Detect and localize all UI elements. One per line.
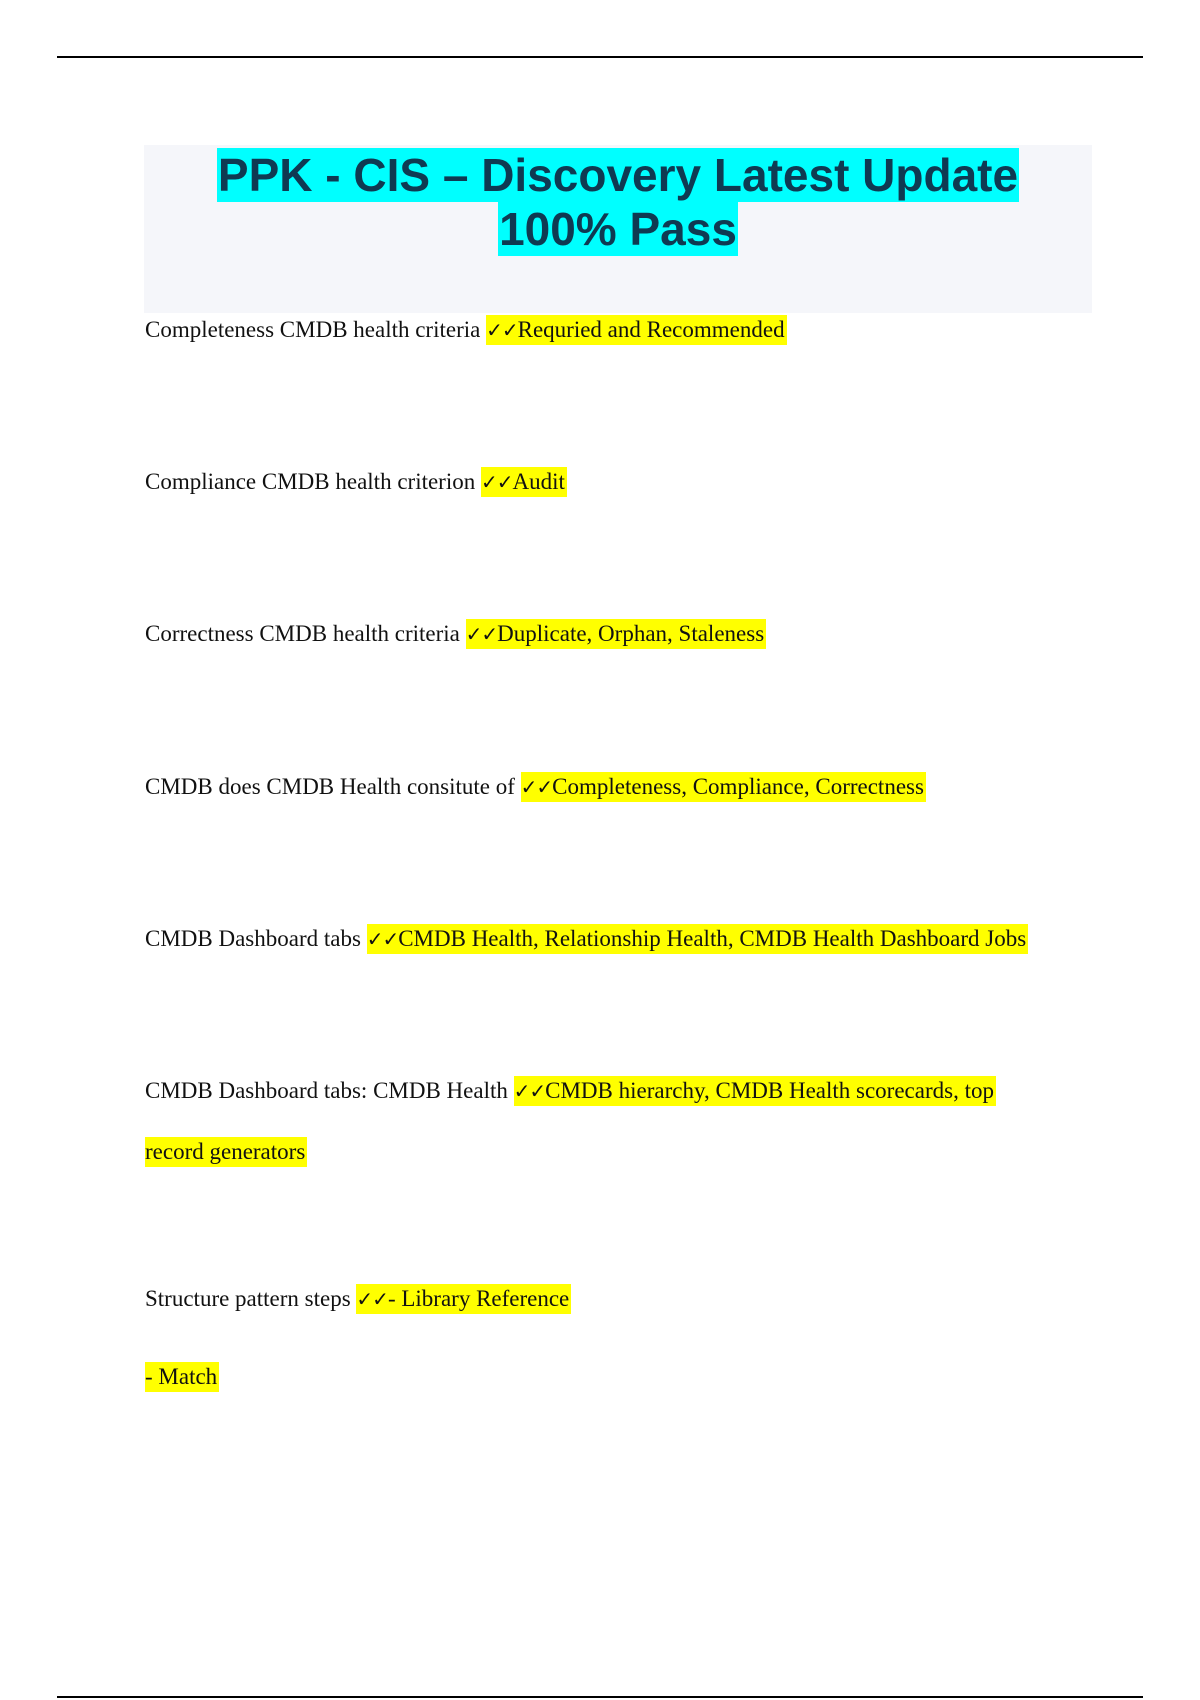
answer-text: Requried and Recommended: [517, 317, 785, 342]
double-check-icon: ✓✓: [366, 927, 399, 951]
double-check-icon: ✓✓: [356, 1287, 388, 1311]
qa-item-cmdb-health: [145, 772, 926, 802]
answer-continuation: record generators: [145, 1137, 307, 1167]
question-text: CMDB Dashboard tabs: CMDB Health: [145, 1078, 508, 1103]
qa-item-dashboard-tabs-health-cont: [145, 1137, 307, 1167]
answer-text: Duplicate, Orphan, Staleness: [497, 621, 765, 646]
qa-item-structure-pattern-cont: [145, 1362, 219, 1392]
question-text: CMDB Dashboard tabs: [145, 926, 361, 951]
qa-item-dashboard-tabs: [145, 924, 1028, 954]
top-rule: [57, 56, 1143, 58]
question-text: Structure pattern steps: [145, 1286, 351, 1311]
double-check-icon: ✓✓: [520, 775, 553, 799]
double-check-icon: ✓✓: [486, 318, 518, 342]
answer-highlight: [367, 924, 1028, 954]
double-check-icon: ✓✓: [480, 470, 513, 494]
answer-highlight: [514, 1076, 996, 1106]
double-check-icon: ✓✓: [513, 1079, 546, 1103]
document-title-line-1: PPK - CIS – Discovery Latest Update: [217, 149, 1019, 201]
question-text: Compliance CMDB health criterion: [145, 469, 476, 494]
qa-item-dashboard-tabs-health: [145, 1076, 996, 1106]
answer-text: CMDB Health, Relationship Health, CMDB Health Dashboard Jobs: [398, 926, 1027, 951]
double-check-icon: ✓✓: [465, 622, 498, 646]
answer-text: Completeness, Compliance, Correctness: [552, 774, 924, 799]
answer-highlight: [521, 772, 926, 802]
question-text: CMDB does CMDB Health consitute of: [145, 774, 515, 799]
question-text: Completeness CMDB health criteria: [145, 317, 481, 342]
answer-highlight: [356, 1284, 571, 1314]
bottom-rule: [57, 1696, 1143, 1698]
qa-item-correctness: [145, 619, 766, 649]
answer-continuation: - Match: [145, 1362, 219, 1392]
qa-item-compliance: [145, 467, 567, 497]
answer-highlight: [466, 619, 767, 649]
answer-text: CMDB hierarchy, CMDB Health scorecards, top: [545, 1078, 994, 1103]
question-text: Correctness CMDB health criteria: [145, 621, 460, 646]
answer-text: - Library Reference: [387, 1286, 570, 1311]
qa-item-completeness: [145, 315, 787, 345]
answer-highlight: [481, 467, 567, 497]
answer-text: Audit: [512, 469, 565, 494]
qa-item-structure-pattern: [145, 1284, 571, 1314]
title-block: [144, 145, 1092, 313]
document-title-line-2: 100% Pass: [499, 203, 737, 255]
answer-highlight: [486, 315, 787, 345]
